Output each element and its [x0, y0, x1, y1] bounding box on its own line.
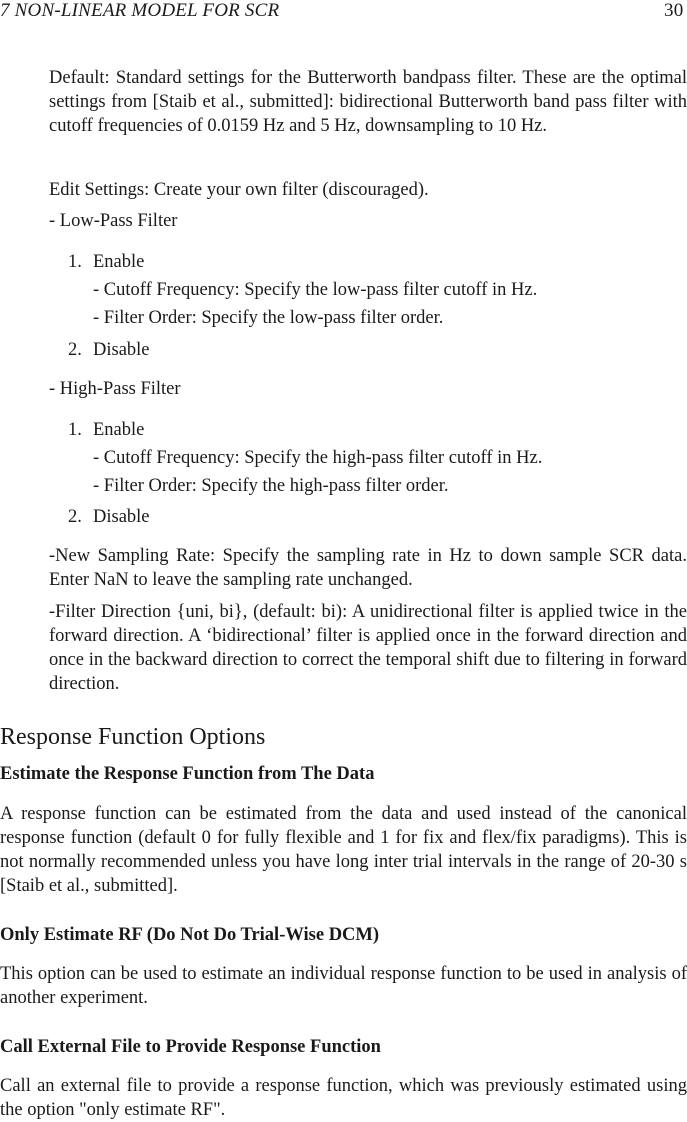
low-pass-cutoff-text: - Cutoff Frequency: Specify the low-pass filter cutoff in Hz.: [93, 280, 538, 300]
estimate-rf-heading: Estimate the Response Function from The Data: [0, 764, 375, 784]
high-pass-disable-label: Disable: [93, 507, 150, 527]
low-pass-enable-number: 1.: [68, 252, 82, 272]
high-pass-enable-label: Enable: [93, 420, 145, 440]
high-pass-enable-number: 1.: [68, 420, 82, 440]
external-file-heading: Call External File to Provide Response Function: [0, 1037, 381, 1057]
only-estimate-rf-heading: Only Estimate RF (Do Not Do Trial-Wise DCM): [0, 925, 380, 945]
page-number: 30: [664, 0, 684, 21]
low-pass-disable-number: 2.: [68, 340, 82, 360]
high-pass-filter-title: - High-Pass Filter: [49, 379, 181, 399]
edit-settings-paragraph: Edit Settings: Create your own filter (discouraged).: [49, 180, 429, 200]
section-title: Response Function Options: [0, 724, 266, 750]
low-pass-filter-title: - Low-Pass Filter: [49, 211, 178, 231]
high-pass-order-text: - Filter Order: Specify the high-pass filter order.: [93, 476, 449, 496]
low-pass-order-text: - Filter Order: Specify the low-pass filter order.: [93, 308, 444, 328]
low-pass-enable-label: Enable: [93, 252, 145, 272]
high-pass-disable-number: 2.: [68, 507, 82, 527]
only-estimate-rf-paragraph: This option can be used to estimate an individual response function to be used in analysis of another experiment.: [0, 964, 687, 1008]
default-settings-paragraph: Default: Standard settings for the Butterworth bandpass filter. These are the optimal settings from [Staib et al., submitted]: bidirectional Butterworth band pass filter with cutoff frequencies of 0.0159 Hz and 5 Hz, downsampling to 10 Hz.: [49, 68, 687, 136]
external-file-paragraph: Call an external file to provide a response function, which was previously estimated using the option "only estimate RF".: [0, 1076, 687, 1120]
filter-direction-paragraph: -Filter Direction {uni, bi}, (default: bi): A unidirectional filter is applied twice in the forward direction. A ‘bidirectional’ filter is applied once in the forward direction and once in the backward direction to correct the temporal shift due to filtering in forward direction.: [49, 602, 687, 694]
running-header-title: 7 NON-LINEAR MODEL FOR SCR: [0, 0, 280, 21]
sampling-rate-paragraph: -New Sampling Rate: Specify the sampling rate in Hz to down sample SCR data. Enter NaN to leave the sampling rate unchanged.: [49, 546, 687, 590]
low-pass-disable-label: Disable: [93, 340, 150, 360]
high-pass-cutoff-text: - Cutoff Frequency: Specify the high-pass filter cutoff in Hz.: [93, 448, 543, 468]
estimate-rf-paragraph: A response function can be estimated from the data and used instead of the canonical response function (default 0 for fully flexible and 1 for fix and flex/fix paradigms). This is not normally recommended unless you have long inter trial intervals in the range of 20-30 s [Staib et al., submitted].: [0, 804, 687, 896]
